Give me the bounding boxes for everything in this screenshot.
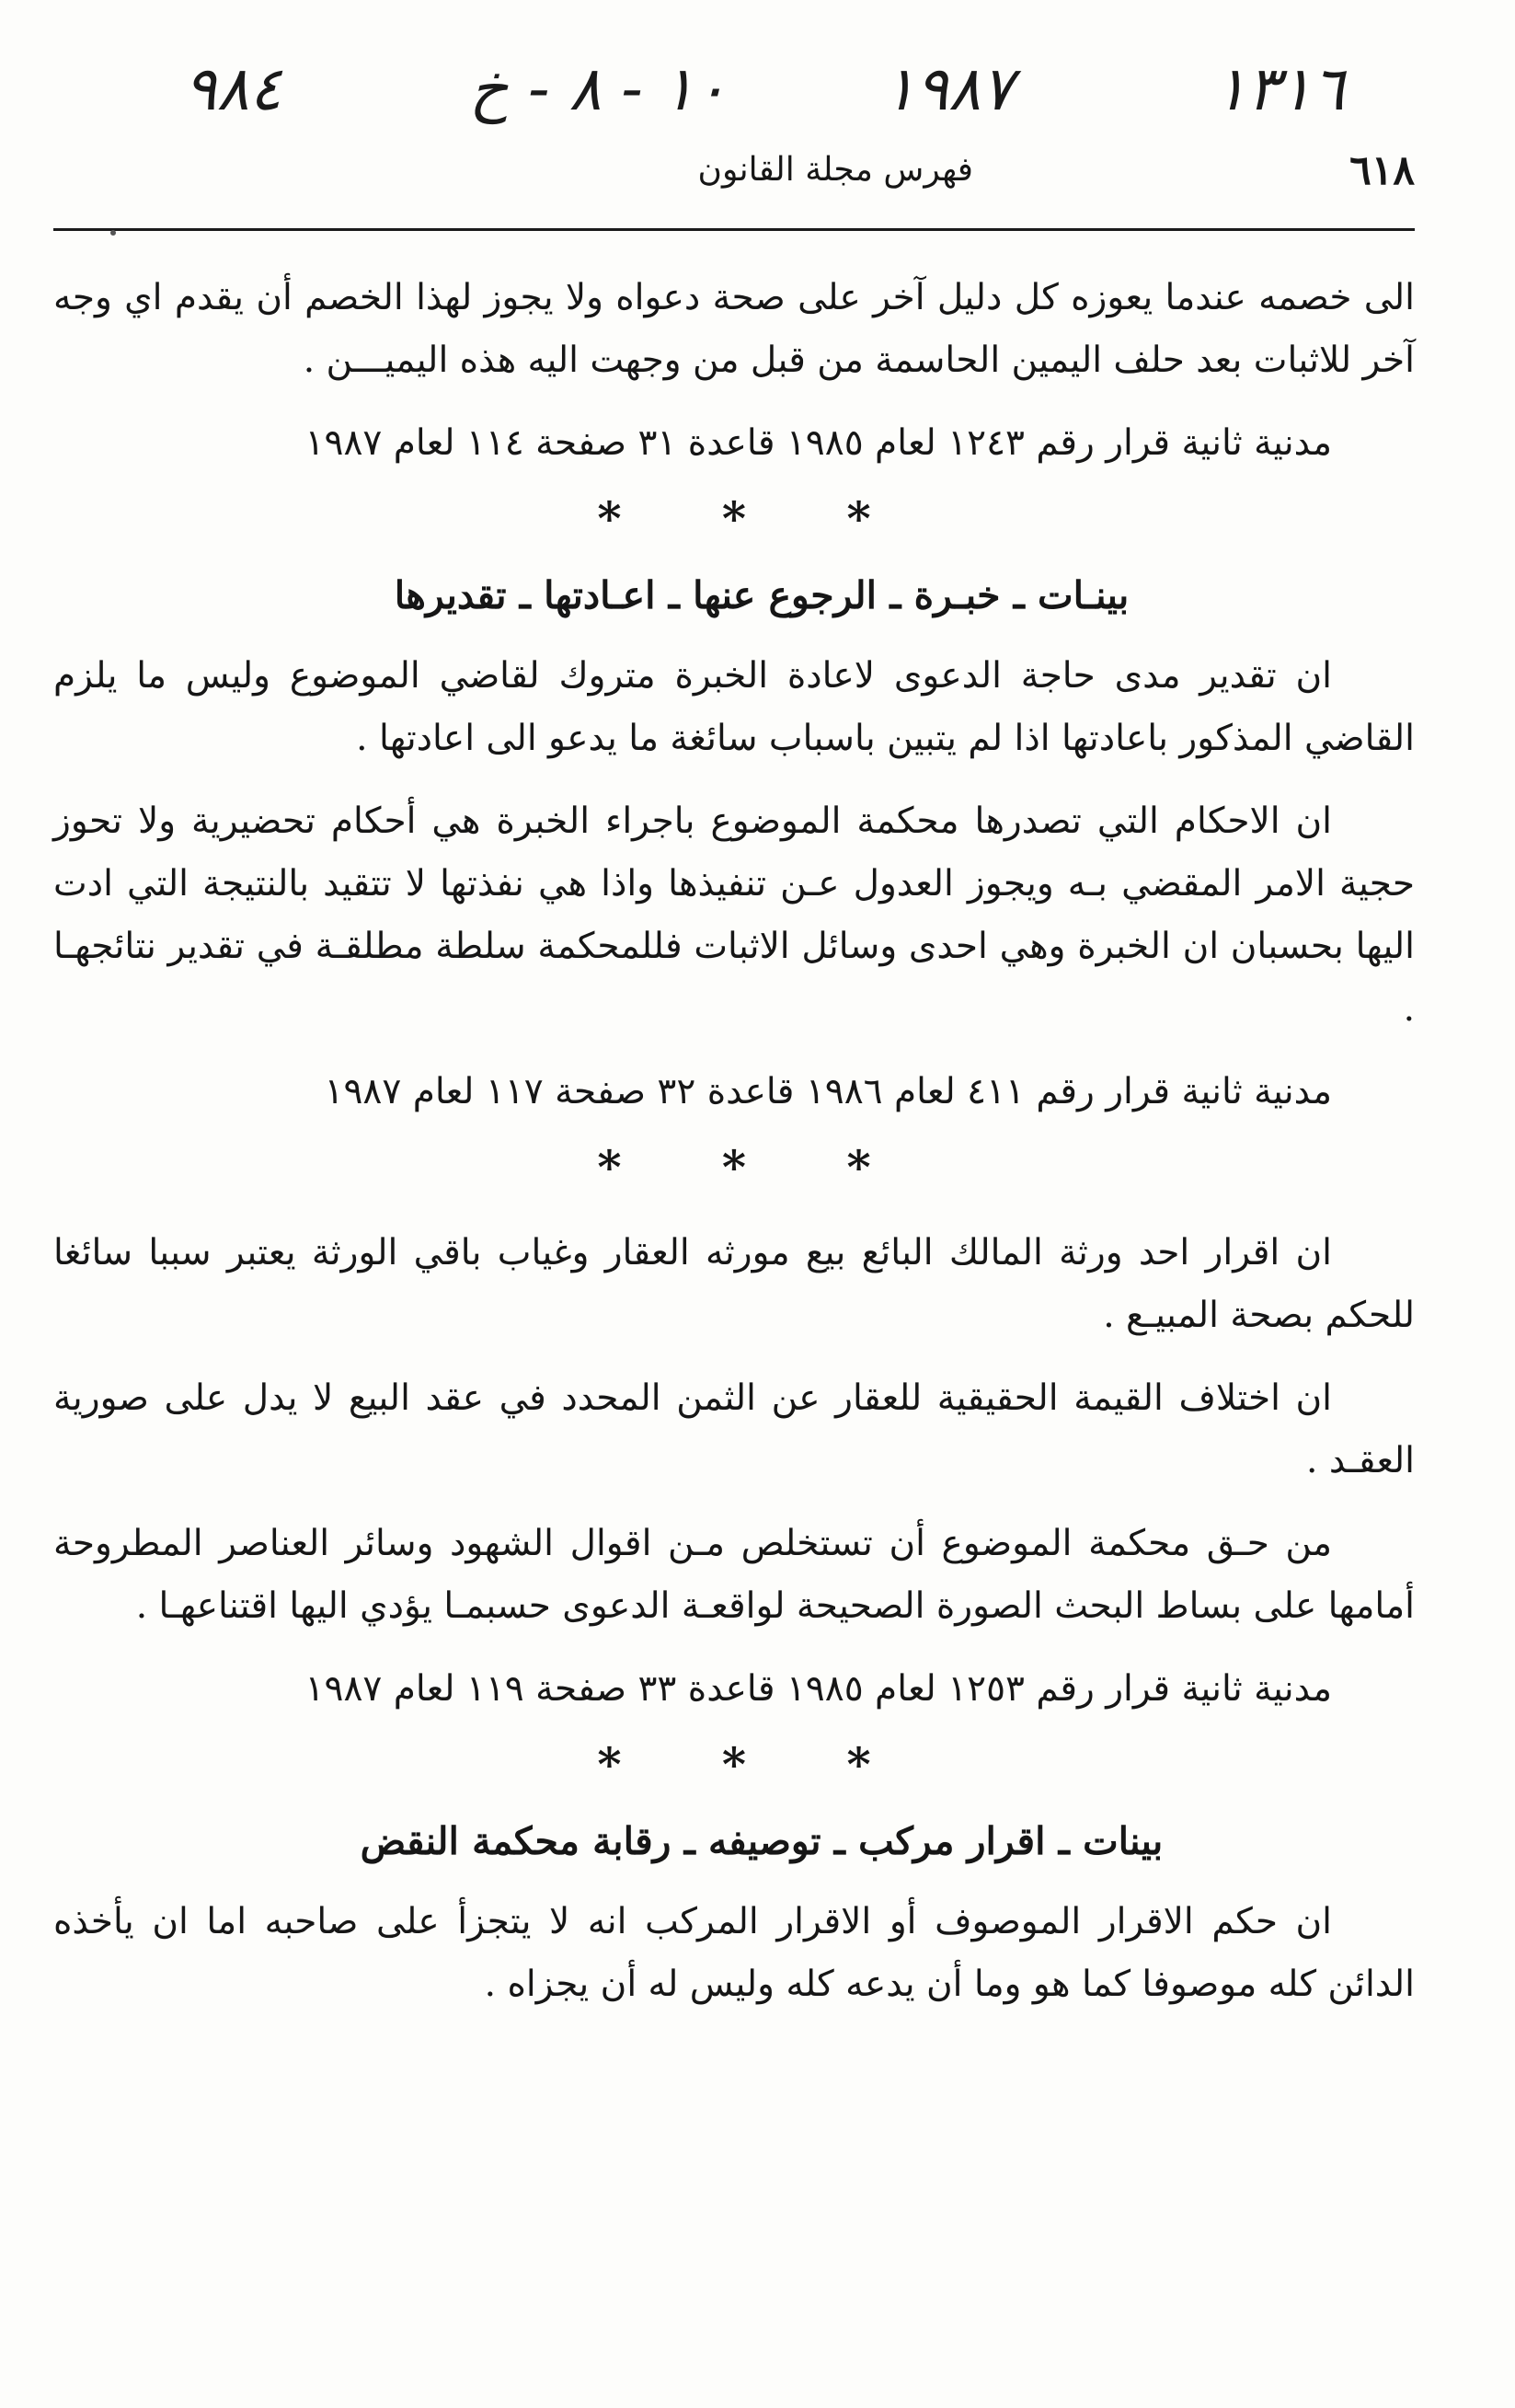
handwritten-note-4: ١٣١٦: [1214, 53, 1345, 124]
paragraph-4: ان اقرار احد ورثة المالك البائع بيع مورثه العقار وغياب باقي الورثة يعتبر سببا سائغا للحكم بصحة المبيـع .: [53, 1232, 1415, 1336]
handwritten-note-2: ١٠ - ٨ - خ: [469, 53, 728, 124]
page-body: [53, 267, 1415, 2036]
handwritten-annotations: [175, 53, 1371, 127]
header-divider: [53, 228, 1415, 231]
paragraph-7: ان حكم الاقرار الموصوف أو الاقرار المركب انه لا يتجزأ على صاحبه اما ان يأخذه الدائن كله موصوفا كما هو وما أن يدعه كله وليس له أن يجزاه .: [53, 1901, 1415, 2005]
scan-speck: [110, 230, 116, 236]
handwritten-note-1: ٩٨٤: [184, 53, 282, 124]
section-heading-1: بينـات ـ خبـرة ـ الرجوع عنها ـ اعـادتها ـ تقديرها: [394, 573, 1130, 617]
running-title: فهرس مجلة القانون: [697, 151, 973, 189]
citation-1: مدنية ثانية قرار رقم ١٢٤٣ لعام ١٩٨٥ قاعدة ٣١ صفحة ١١٤ لعام ١٩٨٧: [304, 422, 1332, 464]
paragraph-1: الى خصمه عندما يعوزه كل دليل آخر على صحة دعواه ولا يجوز لهذا الخصم أن يقدم اي وجه آخر للاثبات بعد حلف اليمين الحاسمة من قبل من وجهت اليه هذه اليميـــن .: [53, 277, 1415, 381]
paragraph-5: ان اختلاف القيمة الحقيقية للعقار عن الثمن المحدد في عقد البيع لا يدل على صورية العقـد .: [53, 1377, 1415, 1481]
paragraph-6: من حـق محكمة الموضوع أن تستخلص مـن اقوال الشهود وسائر العناصر المطروحة أمامها على بساط البحث الصورة الصحيحة لواقعـة الدعوى حسبمـا يؤدي اليها اقتناعهـا .: [53, 1523, 1415, 1627]
citation-2: مدنية ثانية قرار رقم ٤١١ لعام ١٩٨٦ قاعدة ٣٢ صفحة ١١٧ لعام ١٩٨٧: [324, 1071, 1332, 1112]
paragraph-3: ان الاحكام التي تصدرها محكمة الموضوع باجراء الخبرة هي أحكام تحضيرية ولا تحوز حجية الامر المقضي بـه ويجوز العدول عـن تنفيذها واذا هي نفذتها لا تتقيد بالنتيجة التي ادت اليها بحسبان ان الخبرة وهي احدى وسائل الاثبات فللمحكمة سلطة مطلقـة في تقدير نتائجهـا .: [53, 801, 1415, 1030]
handwritten-note-3: ١٩٨٧: [883, 53, 1014, 124]
paragraph-2: ان تقدير مدى حاجة الدعوى لاعادة الخبرة متروك لقاضي الموضوع وليس ما يلزم القاضي المذكور باعادتها اذا لم يتبين باسباب سائغة ما يدعو الى اعادتها .: [53, 655, 1415, 759]
section-separator-2: * * *: [597, 1140, 913, 1194]
section-separator-3: * * *: [597, 1737, 913, 1792]
section-separator-1: * * *: [597, 491, 913, 546]
page-number: ٦١٨: [1349, 147, 1415, 194]
citation-3: مدنية ثانية قرار رقم ١٢٥٣ لعام ١٩٨٥ قاعدة ٣٣ صفحة ١١٩ لعام ١٩٨٧: [304, 1668, 1332, 1710]
page-header: [53, 145, 1415, 210]
section-heading-2: بينات ـ اقرار مركب ـ توصيفه ـ رقابة محكمة النقض: [360, 1819, 1164, 1863]
